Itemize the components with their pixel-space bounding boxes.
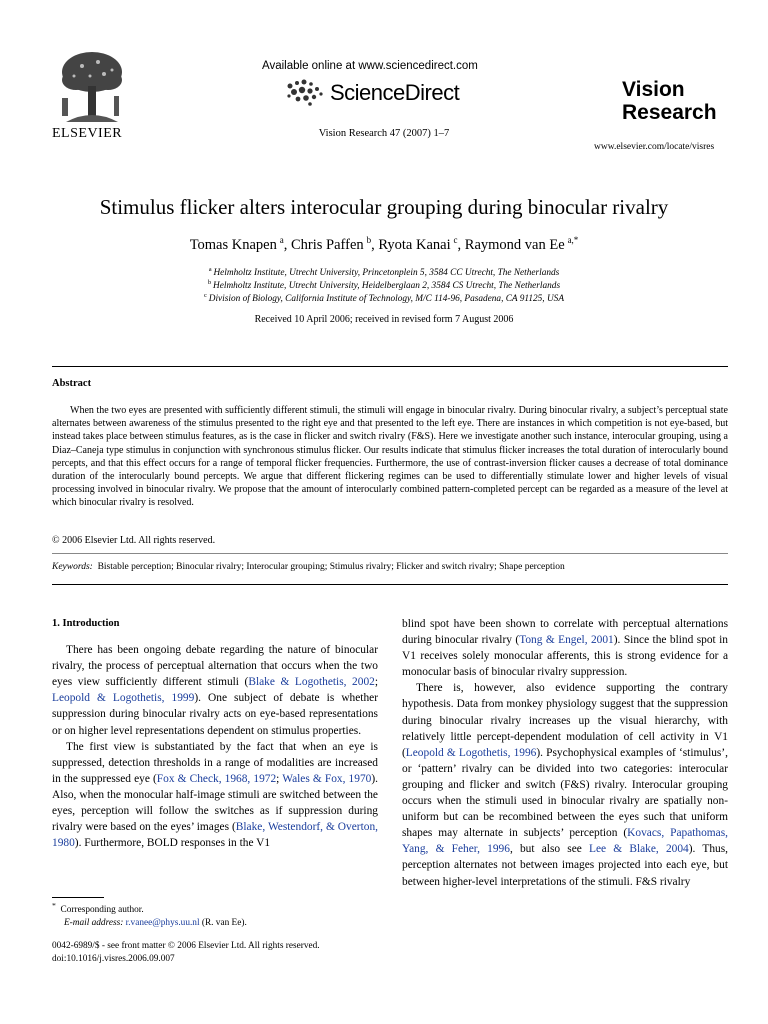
paragraph-text: ). Also, when the monocular half-image stimuli are switched between the eyes, perception will follow the switches as if suppression during rivalry were based on the eyes’ images ( <box>52 772 378 834</box>
author-affiliation-marker: a,* <box>567 235 579 245</box>
section-heading: 1. Introduction <box>52 618 120 629</box>
journal-title-line1: Vision <box>622 78 685 101</box>
paragraph-text: ). Thus, perception alternates not between images projected into each eye, but between higher-level interpretations of the stimuli. F&S rivalry <box>402 843 729 888</box>
affiliation <box>0 292 768 304</box>
author-name: Ryota Kanai <box>378 236 451 253</box>
keywords-list: Bistable perception; Binocular rivalry; Interocular grouping; Stimulus rivalry; Flicker and switch rivalry; Shape perception <box>97 562 565 572</box>
paragraph-text: There is, however, also evidence supporting the contrary hypothesis. Data from monkey physiology suggest that the suppression during binocular rivalry increases up the visual hierarchy, with relatively little percept-dependent modulation of cell activity in V1 ( <box>402 682 728 759</box>
affiliation <box>0 279 768 291</box>
sciencedirect-dots-icon <box>284 78 326 108</box>
paragraph <box>402 616 728 680</box>
abstract-copyright: © 2006 Elsevier Ltd. All rights reserved. <box>52 535 216 546</box>
affiliation-marker: b <box>207 279 212 286</box>
author-name: Tomas Knapen <box>189 236 277 253</box>
right-column <box>402 616 728 890</box>
author-list: Tomas Knapen $^a$, Chris Paffen $^b$, Ryota Kanai $^c$, Raymond van Ee $^{a,*}$ <box>189 235 579 253</box>
citation-link[interactable]: Blake & Logothetis, 2002 <box>248 676 375 689</box>
paragraph-text: , but also see <box>509 843 590 856</box>
affiliation-marker: c <box>203 292 207 299</box>
paragraph <box>52 642 378 739</box>
journal-title-line2: Research <box>622 101 717 124</box>
keywords <box>52 562 565 572</box>
email-label: E-mail address: <box>64 918 124 929</box>
footnote-rule <box>52 897 104 898</box>
publisher-name: ELSEVIER <box>52 126 123 141</box>
affiliation <box>0 266 768 278</box>
article-title: Stimulus flicker alters interocular grouping during binocular rivalry <box>99 195 669 219</box>
citation-link[interactable]: Tong & Engel, 2001 <box>519 634 614 647</box>
citation-link[interactable]: Kovacs, Papathomas, Yang, & Feher, 1996 <box>402 827 729 856</box>
email-suffix: (R. van Ee). <box>199 918 247 929</box>
footnote-text: Corresponding author. <box>60 905 144 916</box>
front-matter-line: 0042-6989/$ - see front matter © 2006 Elsevier Ltd. All rights reserved. <box>52 941 320 951</box>
author-affiliation-marker: a <box>279 235 284 245</box>
available-online-text: Available online at www.sciencedirect.com <box>262 60 478 72</box>
keywords-bottom-rule <box>52 584 728 585</box>
left-column <box>52 616 378 851</box>
paragraph-text: ; <box>374 676 379 689</box>
paragraph-text: There has been ongoing debate regarding the nature of binocular rivalry, the process of perceptual alternation that occurs when the two eyes view sufficiently different stimuli ( <box>52 644 378 689</box>
journal-title <box>622 78 717 124</box>
author-affiliation-marker: b <box>366 235 372 245</box>
paragraph-text: ). Furthermore, BOLD responses in the V1 <box>74 837 271 850</box>
abstract-heading: Abstract <box>52 378 92 389</box>
citation-link[interactable]: Wales & Fox, 1970 <box>282 772 372 785</box>
paragraph <box>402 680 728 889</box>
affiliation-text: Division of Biology, California Institute of Technology, M/C 114-96, Pasadena, CA 91125, USA <box>208 294 565 305</box>
affiliation-text: Helmholtz Institute, Utrecht University, Heidelberglaan 2, 3584 CS Utrecht, The Netherlands <box>213 281 561 292</box>
citation-link[interactable]: Lee & Blake, 2004 <box>589 843 689 856</box>
author-name: Raymond van Ee <box>464 236 565 253</box>
sciencedirect-logo <box>284 78 459 108</box>
citation-link[interactable]: Leopold & Logothetis, 1999 <box>52 692 195 705</box>
footnote-email-line <box>52 917 247 930</box>
author-affiliation-marker: c <box>453 235 458 245</box>
footnote-corresponding <box>52 899 247 917</box>
journal-citation: Vision Research 47 (2007) 1–7 <box>318 128 450 139</box>
keywords-top-rule <box>52 553 728 554</box>
paragraph <box>52 739 378 852</box>
paragraph-text: ). One subject of debate is whether suppression during binocular rivalry acts on eye-based representations or on higher level representations dependent on stimulus properties. <box>52 692 378 737</box>
abstract-body: When the two eyes are presented with sufficiently different stimuli, the stimuli will engage in binocular rivalry. During binocular rivalry, a subject’s perceptual state alternates between awareness of the stimulus presented to the right eye and that presented to the left eye. There are instances in which competition is not eye-based, but instead takes place between stimulus features, as is the case in flicker and switch rivalry (F&S). Here we investigate another such instance, interocular grouping, using a Diaz–Caneja type stimulus in conjunction with synchronous stimulus flicker. Our results indicate that stimulus flicker increases the total duration of interocularly bound percepts, and that this effect occurs for a range of temporal flicker frequencies. Furthermore, the use of contrast-inversion flicker causes a decrease of total dominance duration of the interocularly bound percepts. We argue that different flickering regimes can be used to differentially stimulate lower and higher levels of visual processing involved in binocular rivalry. We propose that the amount of interocularly combined pattern-completed percept can be regarded as a measure of the level at which binocular rivalry is resolved. <box>52 405 728 509</box>
sciencedirect-wordmark: ScienceDirect <box>330 80 460 105</box>
affiliation-marker: a <box>208 266 212 273</box>
elsevier-tree-logo <box>52 46 132 126</box>
keywords-label: Keywords: <box>52 562 93 572</box>
citation-link[interactable]: Leopold & Logothetis, 1996 <box>405 746 537 759</box>
citation-link[interactable]: Blake, Westendorf, & Overton, 1980 <box>52 821 378 850</box>
footnote-marker: * <box>52 901 56 910</box>
author-name: Chris Paffen <box>291 236 364 253</box>
email-link[interactable]: r.vanee@phys.uu.nl <box>125 918 200 929</box>
front-matter <box>52 940 320 966</box>
journal-url-link[interactable]: www.elsevier.com/locate/visres <box>594 142 715 152</box>
paragraph-text: blind spot have been shown to correlate with perceptual alternations during binocular rivalry ( <box>402 618 728 647</box>
paragraph-text: ; <box>276 772 283 785</box>
footnote <box>52 899 247 930</box>
abstract-top-rule <box>52 366 728 367</box>
paragraph-text: ). Since the blind spot in V1 receives solely monocular afferents, this is strong evidence for a monocular basis of binocular rivalry suppression. <box>402 634 728 679</box>
paragraph-text: ). Psychophysical examples of ‘stimulus’, or ‘pattern’ rivalry can be divided into two categories: interocular grouping and flicker and switch (F&S) rivalry. Interocular grouping occurs when the stimuli used in binocular rivalry are spatially non-uniform but can be recombined between the eyes such that uniform shapes may alternate in subjects’ perception ( <box>402 746 728 840</box>
received-dates: Received 10 April 2006; received in revised form 7 August 2006 <box>254 314 514 325</box>
doi-line: doi:10.1016/j.visres.2006.09.007 <box>52 954 175 964</box>
affiliation-text: Helmholtz Institute, Utrecht University, Princetonplein 5, 3584 CC Utrecht, The Netherlands <box>213 268 560 279</box>
paragraph-text: The first view is substantiated by the fact that when an eye is suppressed, detection thresholds in a range of modalities are increased in the suppressed eye ( <box>52 740 378 785</box>
citation-link[interactable]: Fox & Check, 1968, 1972 <box>156 772 277 785</box>
